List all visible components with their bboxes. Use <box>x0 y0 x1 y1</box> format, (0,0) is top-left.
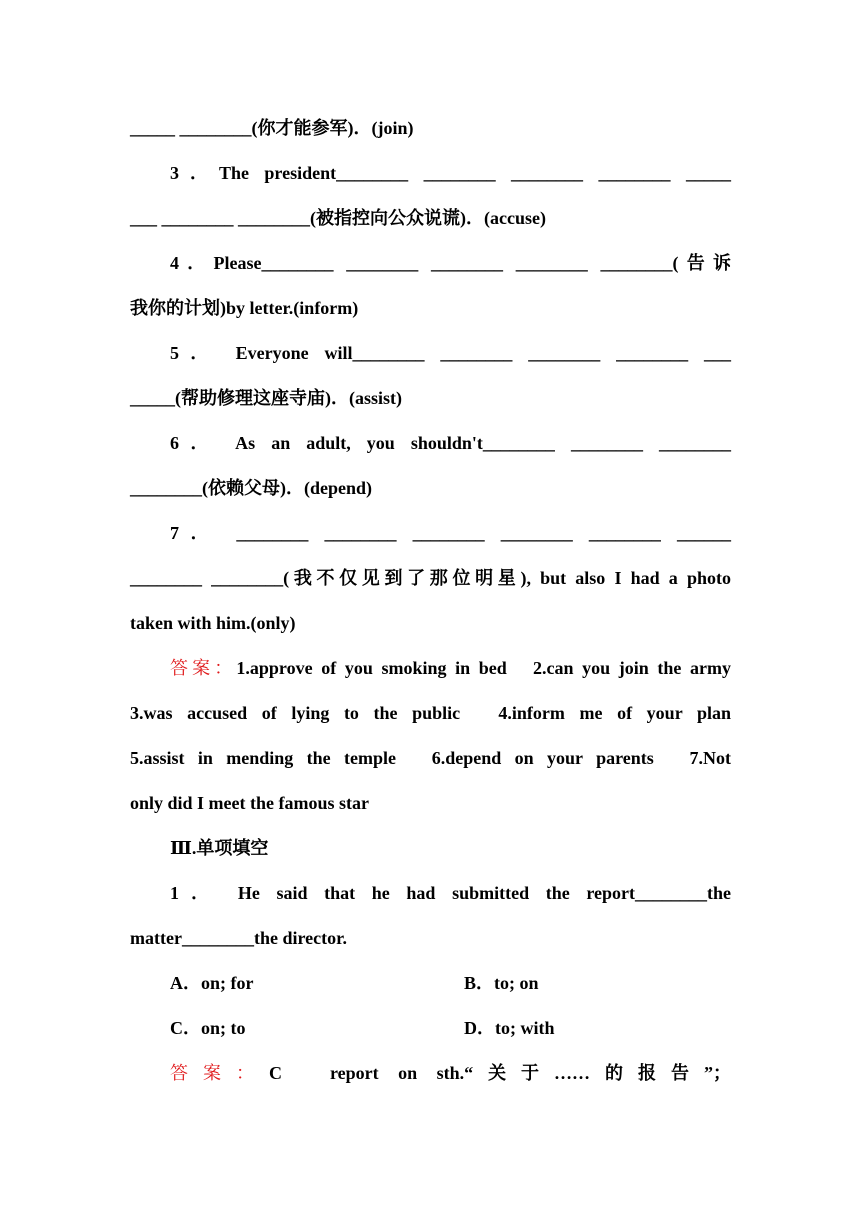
answer-line: 3.was accused of lying to the public 4.inform me of your plan <box>130 703 731 723</box>
question-4: 4．Please________ ________ ________ ________ ________(告诉 <box>170 253 731 273</box>
question-1: 1． He said that he had submitted the report________the <box>170 883 731 903</box>
question-5: 5． Everyone will________ ________ ________ ________ ___ <box>170 343 731 363</box>
text-line: taken with him.(only) <box>130 613 296 633</box>
text-line: ________ ________(我不仅见到了那位明星), but also I had a photo <box>130 568 731 588</box>
option-c: C．on; to <box>170 1018 246 1038</box>
answer-line: 5.assist in mending the temple 6.depend on your parents 7.Not <box>130 748 731 768</box>
answer-line <box>170 1061 731 1085</box>
answer-line: only did I meet the famous star <box>130 793 369 813</box>
answer-label: 答案： <box>170 1063 269 1084</box>
text-line: 我你的计划)by letter.(inform) <box>130 298 359 318</box>
text-line: matter________the director. <box>130 928 347 948</box>
answer-label: 答案： <box>170 658 237 679</box>
answer-text: 1.approve of you smoking in bed 2.can you join the army <box>236 658 732 678</box>
option-d: D．to; with <box>464 1018 555 1038</box>
text-line: ___ ________ ________(被指控向公众说谎)．(accuse) <box>130 208 546 228</box>
text-line: _____ ________(你才能参军)．(join) <box>130 118 414 138</box>
answer-text: C report on sth.“关于……的报告”； <box>268 1063 731 1083</box>
option-a: A．on; for <box>170 973 254 993</box>
question-6: 6． As an adult, you shouldn't________ ________ ________ <box>170 433 731 453</box>
question-3: 3．The president________ ________ ________ ________ _____ <box>170 163 731 183</box>
text-line: _____(帮助修理这座寺庙)．(assist) <box>130 388 402 408</box>
question-7: 7． ________ ________ ________ ________ ________ ______ <box>170 523 731 543</box>
option-b: B．to; on <box>464 973 539 993</box>
text-line: ________(依赖父母)．(depend) <box>130 478 372 498</box>
answer-line <box>170 656 731 680</box>
section-heading: Ⅲ.单项填空 <box>170 838 269 858</box>
